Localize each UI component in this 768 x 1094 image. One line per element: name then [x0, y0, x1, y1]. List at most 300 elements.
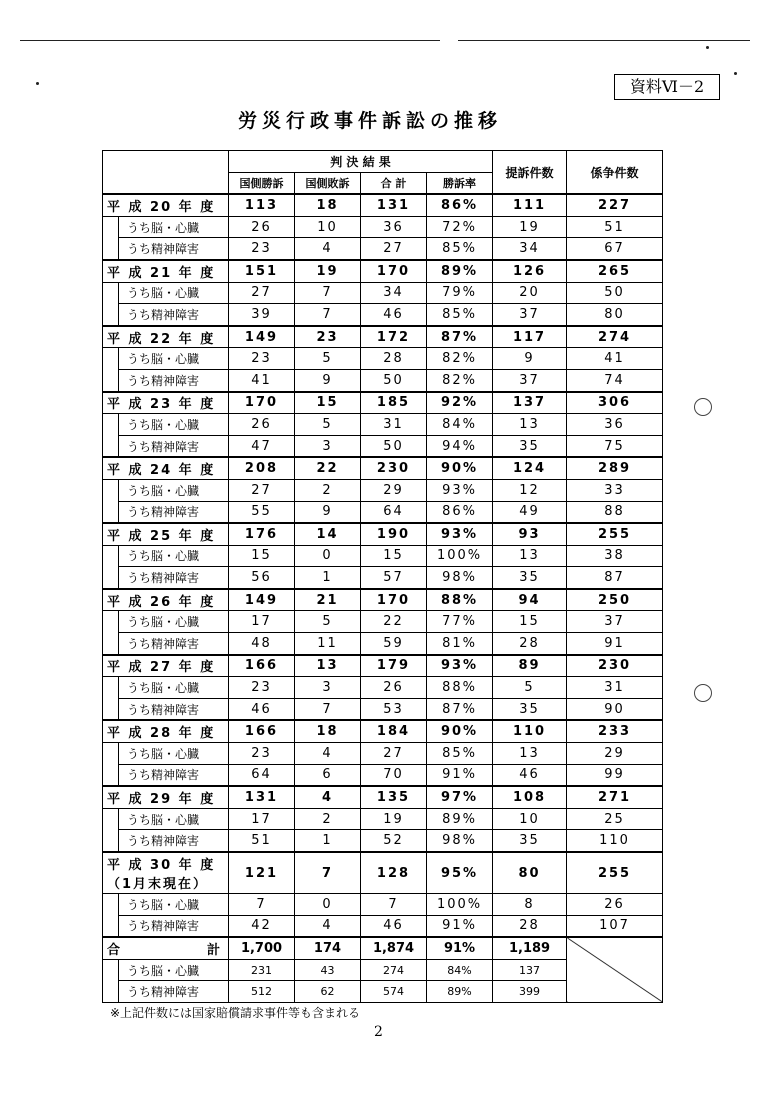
cell-win: 51: [229, 830, 295, 852]
grand-total-label: [103, 937, 229, 959]
scan-speck: [706, 46, 709, 49]
indent-cell: [103, 764, 119, 786]
cell-filed: 49: [493, 501, 567, 523]
header-state-loss: 国側敗訴: [295, 172, 361, 194]
cell-win: 176: [229, 523, 295, 545]
cell-filed: 399: [493, 981, 567, 1003]
cell-filed: 37: [493, 304, 567, 326]
cell-pending: 38: [567, 545, 663, 567]
cell-filed: 35: [493, 698, 567, 720]
indent-cell: [103, 743, 119, 765]
year-label: [103, 589, 229, 611]
cell-pending: 31: [567, 677, 663, 699]
cell-rate: 79%: [427, 282, 493, 304]
indent-cell: [103, 567, 119, 589]
sub-label: うち脳・心臓: [119, 677, 229, 699]
cell-total: 28: [361, 348, 427, 370]
cell-filed: 10: [493, 808, 567, 830]
year-label: [103, 720, 229, 742]
cell-total: 70: [361, 764, 427, 786]
cell-rate: 72%: [427, 216, 493, 238]
cell-loss: 21: [295, 589, 361, 611]
sub-label: うち脳・心臓: [119, 545, 229, 567]
cell-loss: 174: [295, 937, 361, 959]
cell-loss: 18: [295, 720, 361, 742]
sub-label: うち脳・心臓: [119, 282, 229, 304]
cell-total: 50: [361, 369, 427, 391]
sub-row: [103, 743, 663, 765]
indent-cell: [103, 435, 119, 457]
cell-total: 57: [361, 567, 427, 589]
cell-win: 1,700: [229, 937, 295, 959]
sub-label: うち精神障害: [119, 435, 229, 457]
cell-pending: 255: [567, 852, 663, 894]
sub-label: うち脳・心臓: [119, 414, 229, 436]
cell-loss: 7: [295, 282, 361, 304]
cell-filed: 35: [493, 435, 567, 457]
cell-loss: 62: [295, 981, 361, 1003]
year-label: [103, 392, 229, 414]
sub-row: [103, 894, 663, 916]
cell-total: 27: [361, 238, 427, 260]
cell-win: 56: [229, 567, 295, 589]
cell-rate: 81%: [427, 633, 493, 655]
document-label: 資料Ⅵ－2: [614, 74, 720, 100]
cell-win: 131: [229, 786, 295, 808]
cell-rate: 86%: [427, 194, 493, 216]
cell-rate: 91%: [427, 915, 493, 937]
cell-loss: 7: [295, 852, 361, 894]
cell-filed: 12: [493, 479, 567, 501]
cell-loss: 1: [295, 567, 361, 589]
indent-cell: [103, 282, 119, 304]
cell-pending: 51: [567, 216, 663, 238]
sub-row: [103, 216, 663, 238]
header-win-rate: 勝訴率: [427, 172, 493, 194]
cell-filed: 9: [493, 348, 567, 370]
year-row: [103, 655, 663, 677]
cell-rate: 92%: [427, 392, 493, 414]
cell-pending: 233: [567, 720, 663, 742]
cell-rate: 77%: [427, 611, 493, 633]
footnote: ※上記件数には国家賠償請求事件等も含まれる: [110, 1006, 361, 1020]
cell-win: 208: [229, 457, 295, 479]
cell-loss: 0: [295, 545, 361, 567]
year-label-text: 平 成 20 年 度: [107, 199, 216, 215]
cell-total: 172: [361, 326, 427, 348]
sub-label: うち脳・心臓: [119, 894, 229, 916]
year-label: [103, 194, 229, 216]
indent-cell: [103, 238, 119, 260]
year-label: [103, 260, 229, 282]
cell-win: 41: [229, 369, 295, 391]
cell-total: 190: [361, 523, 427, 545]
cell-rate: 93%: [427, 523, 493, 545]
table-body: [103, 151, 663, 1003]
sub-label: うち脳・心臓: [119, 611, 229, 633]
sub-label: うち精神障害: [119, 981, 229, 1003]
indent-cell: [103, 545, 119, 567]
sub-row: [103, 369, 663, 391]
cell-total: 22: [361, 611, 427, 633]
cell-total: 128: [361, 852, 427, 894]
sub-row: [103, 479, 663, 501]
indent-cell: [103, 830, 119, 852]
sub-row: [103, 830, 663, 852]
year-row: [103, 589, 663, 611]
top-rule-right: [458, 40, 750, 41]
cell-filed: 94: [493, 589, 567, 611]
cell-pending: 41: [567, 348, 663, 370]
cell-loss: 4: [295, 743, 361, 765]
cell-win: 170: [229, 392, 295, 414]
cell-filed: 20: [493, 282, 567, 304]
cell-loss: 7: [295, 698, 361, 720]
cell-win: 17: [229, 808, 295, 830]
cell-rate: 94%: [427, 435, 493, 457]
sub-row: [103, 545, 663, 567]
year-label: [103, 523, 229, 545]
indent-cell: [103, 698, 119, 720]
sub-label: うち脳・心臓: [119, 808, 229, 830]
year-label-text: 平 成 26 年 度: [107, 594, 216, 610]
header-total: 合 計: [361, 172, 427, 194]
sub-row: [103, 238, 663, 260]
indent-cell: [103, 479, 119, 501]
year-label-note: （1月末現在）: [107, 877, 209, 892]
cell-total: 15: [361, 545, 427, 567]
year-label-text: 平 成 23 年 度: [107, 397, 216, 413]
sub-label: うち精神障害: [119, 764, 229, 786]
indent-cell: [103, 304, 119, 326]
year-row: [103, 523, 663, 545]
cell-pending: 26: [567, 894, 663, 916]
sub-row: [103, 808, 663, 830]
cell-total: 31: [361, 414, 427, 436]
cell-filed: 13: [493, 414, 567, 436]
cell-filed: 34: [493, 238, 567, 260]
cell-pending: 99: [567, 764, 663, 786]
cell-loss: 2: [295, 479, 361, 501]
cell-win: 26: [229, 414, 295, 436]
sub-row: [103, 414, 663, 436]
cell-pending: 80: [567, 304, 663, 326]
header-corner-cell: [103, 151, 229, 195]
cell-rate: 84%: [427, 414, 493, 436]
cell-loss: 0: [295, 894, 361, 916]
cell-filed: 111: [493, 194, 567, 216]
cell-rate: 90%: [427, 457, 493, 479]
cell-win: 64: [229, 764, 295, 786]
cell-win: 166: [229, 655, 295, 677]
cell-total: 34: [361, 282, 427, 304]
litigation-table: [102, 150, 663, 1003]
cell-pending: 274: [567, 326, 663, 348]
year-label: [103, 786, 229, 808]
year-label-text: 平 成 24 年 度: [107, 463, 216, 479]
cell-pending: 29: [567, 743, 663, 765]
cell-filed: 13: [493, 545, 567, 567]
indent-cell: [103, 633, 119, 655]
cell-pending: 107: [567, 915, 663, 937]
cell-total: 19: [361, 808, 427, 830]
cell-filed: 124: [493, 457, 567, 479]
cell-win: 42: [229, 915, 295, 937]
sub-label: うち精神障害: [119, 633, 229, 655]
cell-pending: 289: [567, 457, 663, 479]
cell-loss: 3: [295, 677, 361, 699]
year-row: [103, 457, 663, 479]
cell-pending: 271: [567, 786, 663, 808]
cell-loss: 9: [295, 369, 361, 391]
cell-win: 47: [229, 435, 295, 457]
cell-total: 36: [361, 216, 427, 238]
cell-total: 170: [361, 589, 427, 611]
sub-row: [103, 698, 663, 720]
year-label: [103, 655, 229, 677]
cell-win: 27: [229, 282, 295, 304]
cell-loss: 43: [295, 959, 361, 981]
sub-label: うち精神障害: [119, 238, 229, 260]
cell-pending: 37: [567, 611, 663, 633]
cell-filed: 110: [493, 720, 567, 742]
cell-win: 39: [229, 304, 295, 326]
cell-total: 1,874: [361, 937, 427, 959]
cell-loss: 22: [295, 457, 361, 479]
cell-loss: 1: [295, 830, 361, 852]
cell-filed: 28: [493, 633, 567, 655]
page-number: 2: [374, 1024, 383, 1040]
sub-label: うち精神障害: [119, 830, 229, 852]
cell-total: 64: [361, 501, 427, 523]
cell-pending: 306: [567, 392, 663, 414]
cell-filed: 5: [493, 677, 567, 699]
indent-cell: [103, 981, 119, 1003]
sub-label: うち脳・心臓: [119, 743, 229, 765]
cell-filed: 35: [493, 567, 567, 589]
cell-filed: 15: [493, 611, 567, 633]
cell-rate: 86%: [427, 501, 493, 523]
indent-cell: [103, 369, 119, 391]
cell-rate: 91%: [427, 764, 493, 786]
year-label-text: 平 成 21 年 度: [107, 265, 216, 281]
year-label-text: 平 成 28 年 度: [107, 726, 216, 742]
year-row: [103, 194, 663, 216]
year-row: [103, 392, 663, 414]
cell-rate: 85%: [427, 304, 493, 326]
year-label: [103, 852, 229, 894]
sub-row: [103, 282, 663, 304]
sub-label: うち脳・心臓: [119, 959, 229, 981]
cell-pending: 33: [567, 479, 663, 501]
cell-pending: 265: [567, 260, 663, 282]
sub-row: [103, 501, 663, 523]
cell-filed: 137: [493, 392, 567, 414]
cell-win: 27: [229, 479, 295, 501]
cell-total: 53: [361, 698, 427, 720]
cell-loss: 13: [295, 655, 361, 677]
year-label-text: 平 成 22 年 度: [107, 331, 216, 347]
cell-total: 230: [361, 457, 427, 479]
year-label-text: 平 成 29 年 度: [107, 792, 216, 808]
header-row: [103, 151, 663, 173]
cell-rate: 100%: [427, 894, 493, 916]
year-row: [103, 260, 663, 282]
cell-rate: 84%: [427, 959, 493, 981]
cell-rate: 85%: [427, 743, 493, 765]
diagonal-empty-cell: [567, 937, 663, 1002]
sub-label: うち精神障害: [119, 567, 229, 589]
cell-total: 26: [361, 677, 427, 699]
cell-total: 170: [361, 260, 427, 282]
cell-filed: 137: [493, 959, 567, 981]
year-row: [103, 786, 663, 808]
cell-total: 59: [361, 633, 427, 655]
year-row: [103, 326, 663, 348]
cell-win: 149: [229, 589, 295, 611]
cell-win: 55: [229, 501, 295, 523]
cell-win: 121: [229, 852, 295, 894]
indent-cell: [103, 348, 119, 370]
cell-rate: 89%: [427, 981, 493, 1003]
sub-row: [103, 633, 663, 655]
page-title: 労災行政事件訴訟の推移: [237, 110, 502, 132]
cell-win: 23: [229, 238, 295, 260]
sub-row: [103, 611, 663, 633]
cell-win: 149: [229, 326, 295, 348]
cell-win: 151: [229, 260, 295, 282]
punch-hole-top: [694, 398, 712, 416]
cell-total: 184: [361, 720, 427, 742]
cell-rate: 87%: [427, 698, 493, 720]
year-label-text: 平 成 25 年 度: [107, 528, 216, 544]
cell-filed: 1,189: [493, 937, 567, 959]
cell-pending: 227: [567, 194, 663, 216]
cell-loss: 4: [295, 238, 361, 260]
cell-win: 15: [229, 545, 295, 567]
cell-total: 574: [361, 981, 427, 1003]
cell-total: 46: [361, 915, 427, 937]
cell-loss: 9: [295, 501, 361, 523]
cell-total: 50: [361, 435, 427, 457]
cell-pending: 74: [567, 369, 663, 391]
year-label-text: 平 成 30 年 度: [107, 858, 216, 873]
cell-win: 166: [229, 720, 295, 742]
cell-filed: 80: [493, 852, 567, 894]
cell-rate: 89%: [427, 260, 493, 282]
cell-loss: 23: [295, 326, 361, 348]
cell-rate: 88%: [427, 677, 493, 699]
indent-cell: [103, 611, 119, 633]
cell-loss: 4: [295, 786, 361, 808]
cell-win: 23: [229, 677, 295, 699]
cell-pending: 25: [567, 808, 663, 830]
cell-pending: 87: [567, 567, 663, 589]
cell-loss: 2: [295, 808, 361, 830]
cell-win: 7: [229, 894, 295, 916]
cell-loss: 5: [295, 611, 361, 633]
cell-total: 185: [361, 392, 427, 414]
year-row: [103, 852, 663, 894]
cell-filed: 89: [493, 655, 567, 677]
cell-rate: 93%: [427, 655, 493, 677]
cell-loss: 4: [295, 915, 361, 937]
sub-row: [103, 677, 663, 699]
header-state-win: 国側勝訴: [229, 172, 295, 194]
sub-label: うち精神障害: [119, 501, 229, 523]
cell-pending: 67: [567, 238, 663, 260]
punch-hole-bottom: [694, 684, 712, 702]
cell-win: 512: [229, 981, 295, 1003]
indent-cell: [103, 216, 119, 238]
sub-row: [103, 567, 663, 589]
cell-total: 179: [361, 655, 427, 677]
cell-pending: 36: [567, 414, 663, 436]
cell-filed: 13: [493, 743, 567, 765]
cell-pending: 88: [567, 501, 663, 523]
year-label: [103, 326, 229, 348]
cell-rate: 82%: [427, 369, 493, 391]
cell-total: 27: [361, 743, 427, 765]
cell-filed: 126: [493, 260, 567, 282]
scan-speck: [36, 82, 39, 85]
cell-win: 17: [229, 611, 295, 633]
indent-cell: [103, 915, 119, 937]
cell-total: 29: [361, 479, 427, 501]
cell-rate: 85%: [427, 238, 493, 260]
grand-total-row: [103, 937, 663, 959]
scan-speck: [734, 72, 737, 75]
cell-filed: 46: [493, 764, 567, 786]
cell-filed: 28: [493, 915, 567, 937]
cell-rate: 97%: [427, 786, 493, 808]
sub-label: うち精神障害: [119, 369, 229, 391]
cell-loss: 14: [295, 523, 361, 545]
cell-rate: 82%: [427, 348, 493, 370]
cell-filed: 19: [493, 216, 567, 238]
cell-rate: 89%: [427, 808, 493, 830]
cell-win: 48: [229, 633, 295, 655]
cell-filed: 8: [493, 894, 567, 916]
sub-label: うち脳・心臓: [119, 479, 229, 501]
sub-label: うち精神障害: [119, 304, 229, 326]
cell-rate: 91%: [427, 937, 493, 959]
cell-loss: 11: [295, 633, 361, 655]
cell-loss: 7: [295, 304, 361, 326]
sub-label: うち精神障害: [119, 698, 229, 720]
cell-filed: 37: [493, 369, 567, 391]
cell-pending: 90: [567, 698, 663, 720]
grand-total-label-left: 合: [107, 942, 123, 958]
header-judgment-results: 判 決 結 果: [229, 151, 493, 173]
cell-loss: 15: [295, 392, 361, 414]
cell-total: 135: [361, 786, 427, 808]
cell-rate: 98%: [427, 830, 493, 852]
sub-row: [103, 348, 663, 370]
indent-cell: [103, 959, 119, 981]
year-label-text: 平 成 27 年 度: [107, 660, 216, 676]
top-rule-left: [20, 40, 440, 41]
sub-label: うち脳・心臓: [119, 348, 229, 370]
cell-win: 113: [229, 194, 295, 216]
cell-pending: 50: [567, 282, 663, 304]
sub-row: [103, 915, 663, 937]
cell-win: 23: [229, 743, 295, 765]
cell-win: 46: [229, 698, 295, 720]
cell-pending: 255: [567, 523, 663, 545]
grand-total-label-right: 計: [206, 942, 222, 958]
cell-pending: 230: [567, 655, 663, 677]
